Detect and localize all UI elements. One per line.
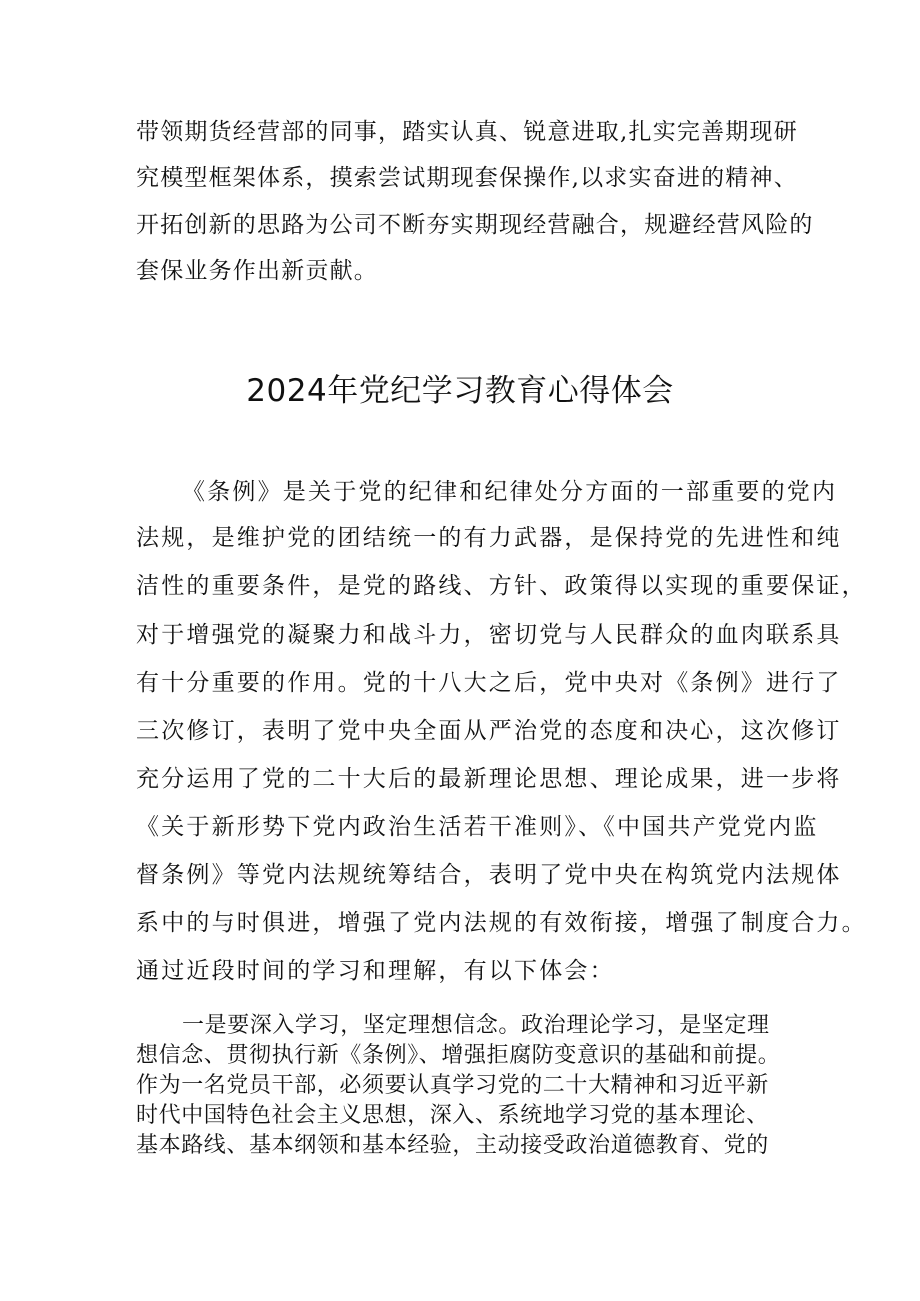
paragraph-line: 充分运用了党的二十大后的最新理论思想、理论成果，进一步将 [136,766,842,792]
page-title: 2024年党纪学习教育心得体会 [246,373,674,409]
paragraph-line: 三次修订，表明了党中央全面从严治党的态度和决心，这次修订 [136,718,842,744]
paragraph-line: 通过近段时间的学习和理解，有以下体会： [136,958,615,984]
paragraph-line: 时代中国特色社会主义思想，深入、系统地学习党的基本理论、 [136,1103,769,1128]
text-line: 套保业务作出新贡献。 [136,258,378,284]
paragraph-line: 作为一名党员干部，必须要认真学习党的二十大精神和习近平新 [136,1073,769,1098]
paragraph-line: 想信念、贯彻执行新《条例》、增强拒腐防变意识的基础和前提。 [136,1043,781,1068]
paragraph-line: 对于增强党的凝聚力和战斗力，密切党与人民群众的血肉联系具 [136,622,842,648]
paragraph-line: 《关于新形势下党内政治生活若干准则》、《中国共产党党内监 [136,814,819,840]
text-line: 带领期货经营部的同事，踏实认真、锐意进取,扎实完善期现研 [136,119,798,145]
paragraph-line: 基本路线、基本纲领和基本经验，主动接受政治道德教育、党的 [136,1133,769,1158]
paragraph-line: 一是要深入学习，坚定理想信念。政治理论学习，是坚定理 [182,1013,770,1038]
paragraph-line: 法规，是维护党的团结统一的有力武器，是保持党的先进性和纯 [136,525,842,551]
paragraph-line: 系中的与时俱进，增强了党内法规的有效衔接，增强了制度合力。 [136,910,867,936]
paragraph-line: 《条例》是关于党的纪律和纪律处分方面的一部重要的党内 [182,479,838,505]
text-line: 究模型框架体系，摸索尝试期现套保操作,以求实奋进的精神、 [136,165,798,191]
paragraph-line: 洁性的重要条件，是党的路线、方针、政策得以实现的重要保证， [136,573,867,599]
paragraph-line: 有十分重要的作用。党的十八大之后，党中央对《条例》进行了 [136,670,842,696]
paragraph-line: 督条例》等党内法规统筹结合，表明了党中央在构筑党内法规体 [136,862,842,888]
text-line: 开拓创新的思路为公司不断夯实期现经营融合，规避经营风险的 [136,212,814,238]
